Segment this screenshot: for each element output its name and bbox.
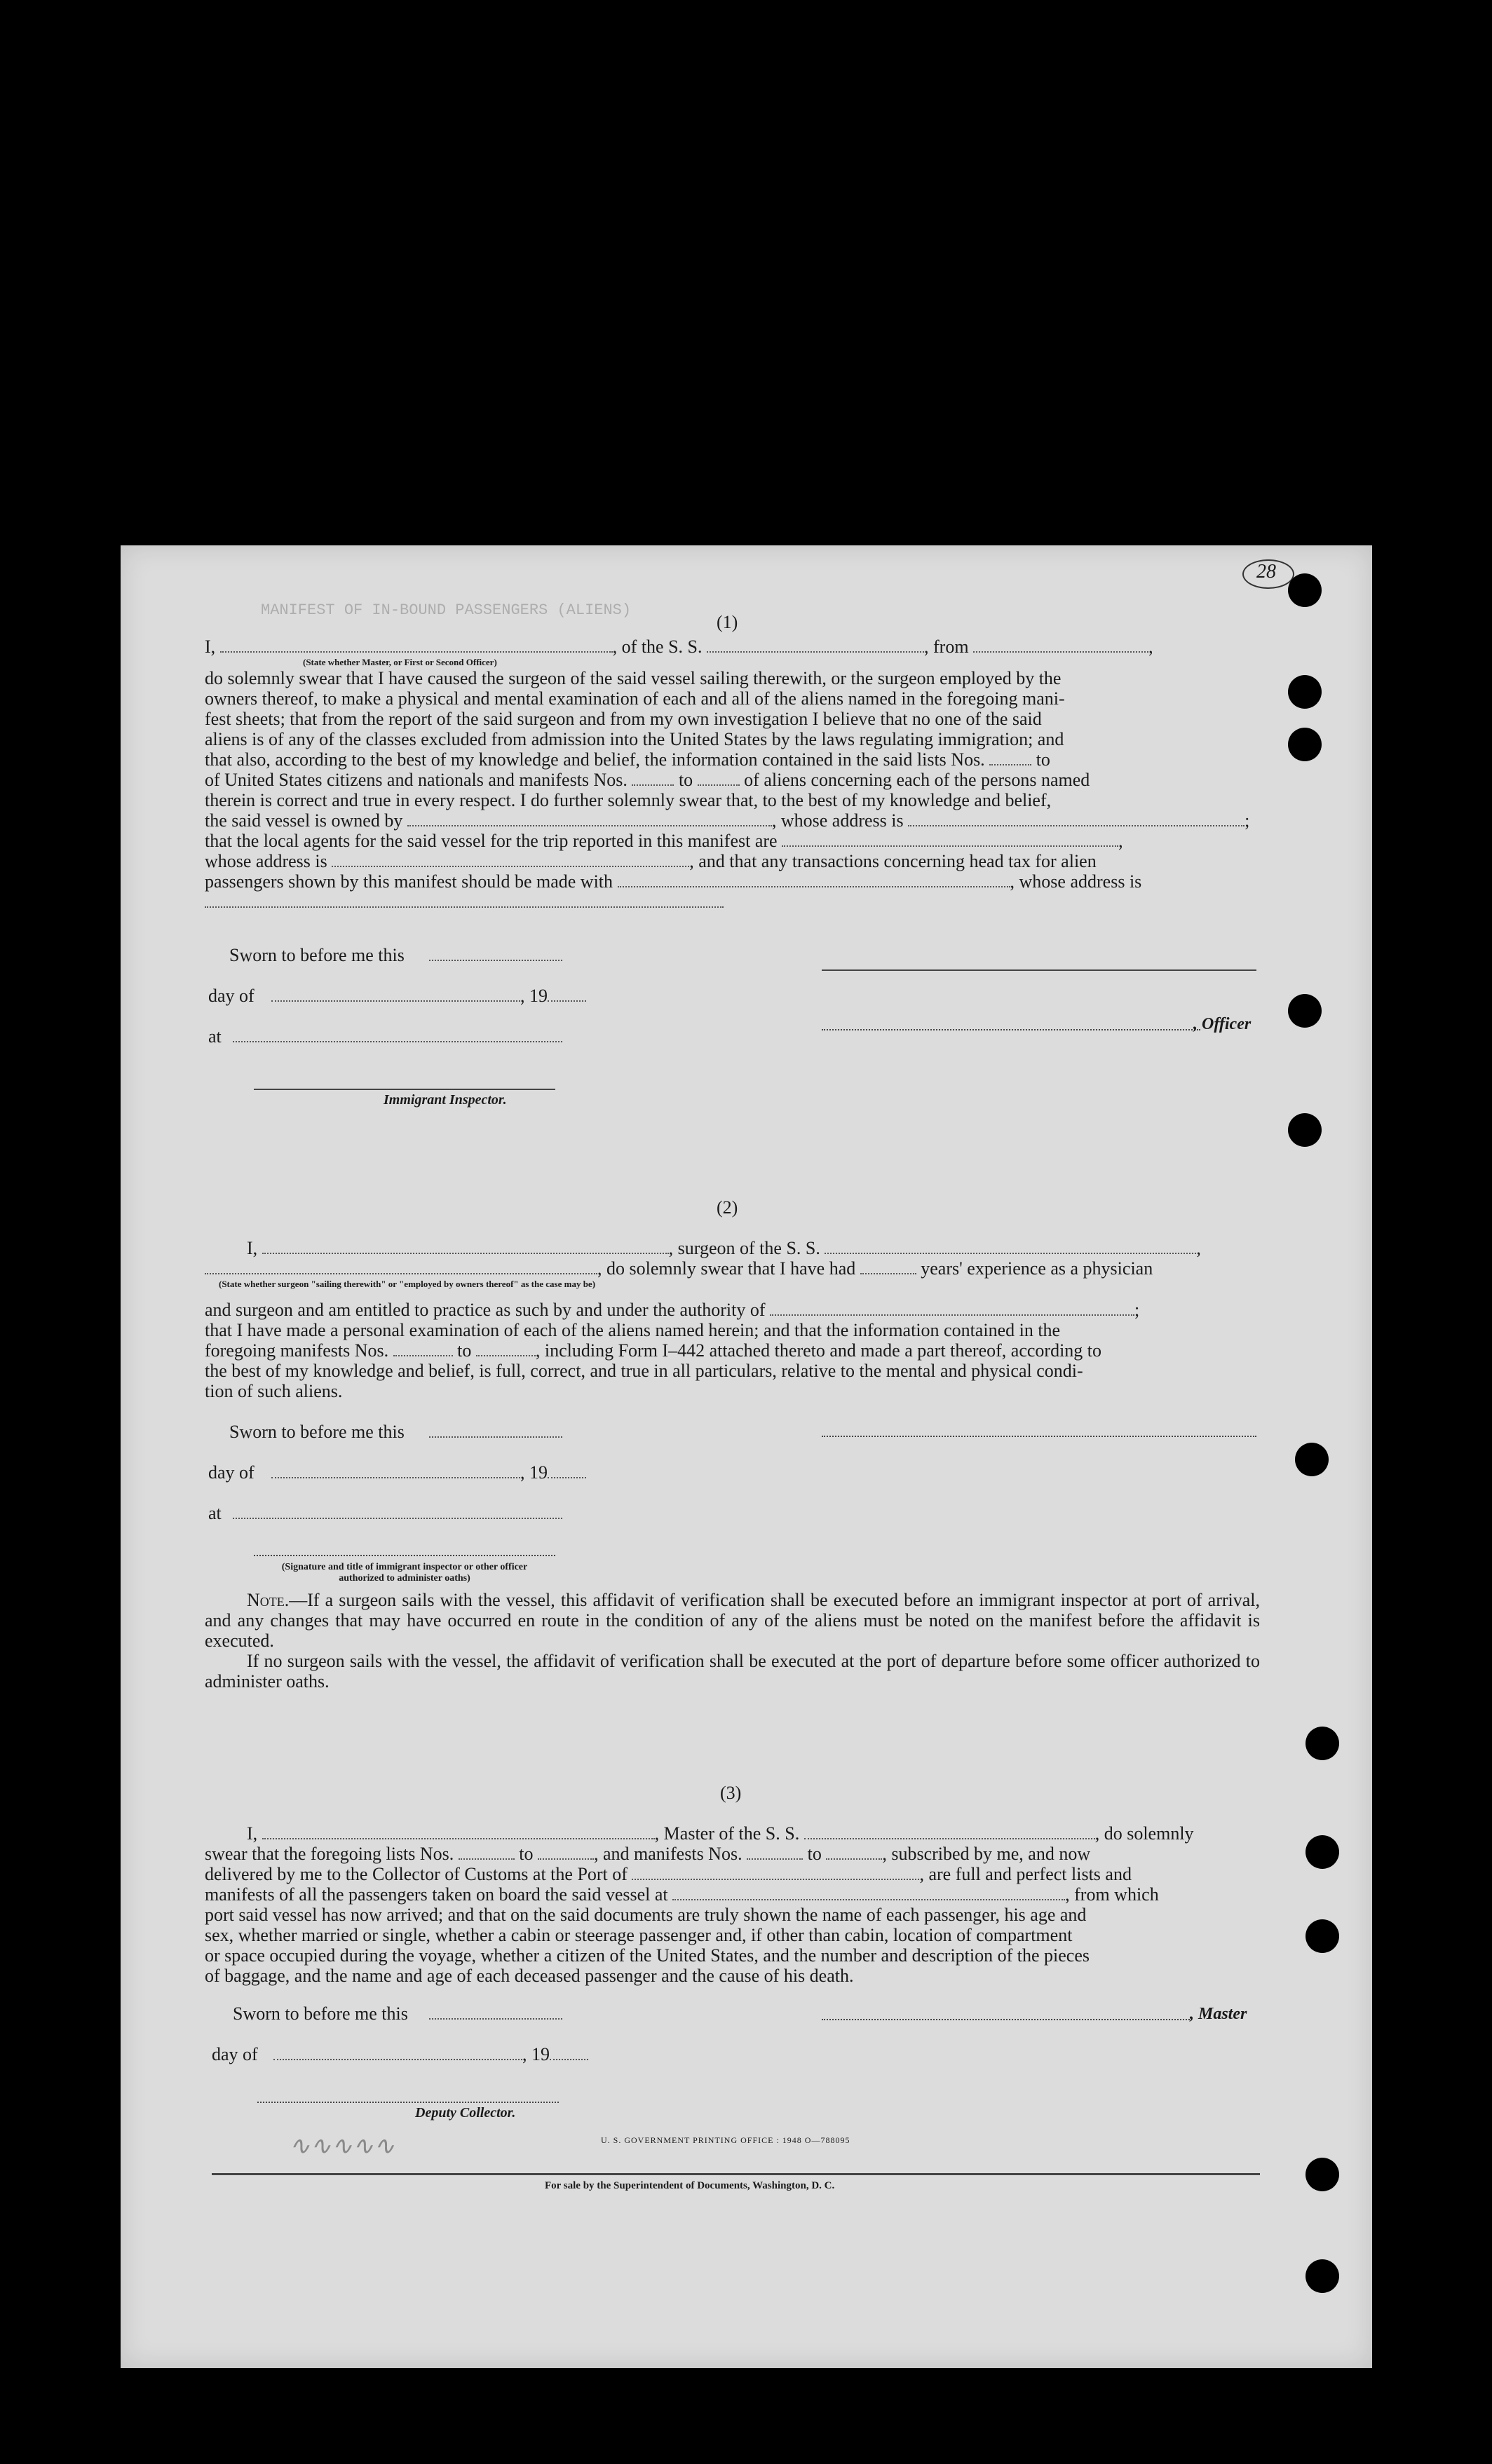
head-tax-address-field[interactable] [205,894,724,908]
s3-day-of: day of [212,2044,258,2064]
vessel-name-field[interactable] [707,639,924,653]
s1-place-field[interactable] [233,1028,562,1042]
binder-hole-4 [1288,994,1322,1028]
binder-hole-7 [1306,1727,1339,1760]
binder-hole-8 [1306,1835,1339,1869]
s1-month-field[interactable] [271,988,520,1002]
s1-inspector-rule [254,1089,555,1090]
s2-manifests-from-field[interactable] [393,1342,453,1356]
s1-year-field[interactable] [548,988,586,1002]
manifests-from-field[interactable] [632,772,674,786]
local-agents-field[interactable] [782,833,1118,847]
s2-manifests-to-field[interactable] [476,1342,536,1356]
s1-inspector-label: Immigrant Inspector. [384,1092,507,1108]
s3-month-field[interactable] [273,2046,522,2060]
binder-hole-6 [1295,1443,1329,1476]
binder-hole-5 [1288,1113,1322,1147]
binder-hole-9 [1306,1919,1339,1953]
binder-hole-3 [1288,728,1322,761]
s1-day-of: day of [208,986,255,1006]
lists-from-field[interactable] [989,751,1031,765]
s2-year-field[interactable] [548,1464,586,1478]
s3-lists-from-field[interactable] [459,1846,515,1860]
s2-month-field[interactable] [271,1464,520,1478]
s2-day-of: day of [208,1462,255,1483]
officer-note: (State whether Master, or First or Second Officer) [303,657,497,667]
s3-lists-to-field[interactable] [538,1846,594,1860]
binder-hole-1 [1288,573,1322,607]
section-2-note: Note.—If a surgeon sails with the vessel, this affidavit of verification shall be executed before an immigrant inspector at port of arrival, and any changes that may have occurred en route in the condition of any of the aliens must be noted on the manifest before the affidavit is executed. If no surgeon sails with the vessel, the affidavit of verification shall be executed at the port of departure before some officer authorized to administer oaths. [205,1590,1260,1692]
port-field[interactable] [632,1866,919,1880]
years-experience-field[interactable] [860,1260,916,1274]
s2-vessel-field[interactable] [825,1240,1196,1254]
embark-port-field[interactable] [672,1886,1065,1900]
s2-signature-note: (Signature and title of immigrant inspector or other officer authorized to administer oaths) [281,1562,528,1584]
s3-collector-rule [257,2102,559,2103]
page-number: 28 [1256,561,1276,583]
s1-officer-rule-2 [822,1029,1200,1030]
agents-address-field[interactable] [332,853,689,867]
s1-officer-rule-1 [822,969,1256,971]
s3-sworn: Sworn to before me this [233,2003,408,2024]
s3-vessel-field[interactable] [804,1825,1095,1839]
section-1-text: I, , of the S. S. , from , (State whether Master, or First or Second Officer) do solemnly swear that I have caused the surgeon of the said vessel sailing therewith, or the surgeon employed by the owners thereof, to make a physical and mental examination of each and all of the aliens named in the foregoing mani- fest sheets; that from the report of the said surgeon and from my own investigation I believe that no one of the said aliens is of any of the classes excluded from admission into the United States by the laws regulating immigration; and that also, according to the best of my knowledge and belief, the information contained in the said lists Nos. to of United States citizens and nationals and manifests Nos. to of aliens concerning each of the persons named therein is correct and true in every respect. I do further solemnly swear that, to the best of my knowledge and belief, the said vessel is owned by , whose address is ; that the local agents for the said vessel for the trip reported in this manifest are , whose address is , and that any transactions concerning head tax for alien passengers shown by this manifest should be made with , whose address is [205,637,1260,912]
sailing-note: (State whether surgeon "sailing therewith" or "employed by owners thereof" as the case may be) [219,1279,596,1289]
s1-officer-label: , Officer [1193,1015,1252,1033]
s3-year-field[interactable] [550,2046,588,2060]
officer-name-field[interactable] [220,639,613,653]
authority-field[interactable] [770,1302,1134,1316]
s3-collector-label: Deputy Collector. [415,2105,516,2121]
s1-at: at [208,1026,222,1047]
head-tax-contact-field[interactable] [618,873,1010,887]
binder-hole-2 [1288,675,1322,709]
master-name-field[interactable] [262,1825,655,1839]
s2-sworn: Sworn to before me this [229,1422,405,1442]
s3-master-label: , Master [1190,2005,1247,2023]
binder-hole-11 [1306,2259,1339,2293]
s3-manifests-to-field[interactable] [826,1846,882,1860]
s3-sworn-date-field[interactable] [429,2006,562,2020]
section-1-line-1: I, , of the S. S. , from , [205,637,1153,657]
binder-hole-10 [1306,2158,1339,2191]
for-sale-line: For sale by the Superintendent of Documents, Washington, D. C. [545,2180,835,2191]
s2-inspector-rule [254,1555,555,1556]
s1-sworn: Sworn to before me this [229,945,405,965]
surgeon-name-field[interactable] [262,1240,669,1254]
section-3-text: I, , Master of the S. S. , do solemnly swear that the foregoing lists Nos. to , and manifests Nos. to , subscribed by me, and now delivered by me to the Collector of Customs at the Port of , are full and perfect lists and manifests of all the passengers taken on board the said vessel at , from which port said vessel has now arrived; and that on the said documents are truly shown the name of each passenger, his age and sex, whether married or single, whether a cabin or steerage passenger and, if other than cabin, location of compartment or space occupied during the voyage, whether a citizen of the United States, and the number and description of the pieces of baggage, and the name and age of each deceased passenger and the cause of his death. [205,1823,1194,1986]
s1-sworn-date-field[interactable] [429,947,562,961]
manifests-to-field[interactable] [698,772,740,786]
sailing-status-field[interactable] [205,1260,597,1274]
manifest-back-sheet: 28 MANIFEST OF IN-BOUND PASSENGERS (ALIENS) (1) I, , of the S. S. , from , (State whether Master, or First or Second Officer) do solemnly swear that I have caused the surgeon of the said vessel sailing therewith, or the surgeon employed by the owners thereof, to make a physical and mental examination of each and all of the aliens named in the foregoing mani- fest sheets; that from the report of the said surgeon and from my own investigation I believe that no one of the said aliens is of any of the classes excluded from admission into the United States by the laws regulating immigration; and that also, according to the best of my knowledge and belief, the information contained in the said lists Nos. to of United States citizens and nationals and manifests Nos. to of aliens concerning each of the persons named therein is correct and true in every respect. I do further solemnly swear that, to the best of my knowledge and belief, the said vessel is owned by , whose address is ; that the local agents for the said vessel for the trip reported in this manifest are , whose address is , and that any transactions concerning head tax for alien passengers shown by this manifest should be made with , whose address is Sworn to before me this day of , 19 at Immigrant Inspector. , Officer (2) I, , surgeon of the S. S. , , do solemnly swear that I have had years' experience as a physician (State whether surgeon "sailing therewith" or "employed by owners thereof" as the case may be) and surgeon and am entitled to practice as such by and under the authority of ; that I have made a personal examination of each of the aliens named herein; and that the information contained in the foregoing manifests Nos. to , including Form I–442 attached thereto and made a part thereof, according to the best of my knowledge and belief, is full, correct, and true in all particulars, relative to the mental and physical condi- tion of such aliens. Sworn to before me this day of , 19 at (Signature and title of immigrant inspector or other officer authorized to administer oaths) Note.—If a surgeon sails with the vessel, this affidavit of verification shall be executed before an immigrant inspector at port of arrival, and any changes that may have occurred en route in the condition of any of the aliens must be noted on the manifest before the affidavit is executed. If no surgeon sails with the vessel, the affidavit of verification shall be executed at the port of departure before some officer authorized to administer oaths. (3) I, , Master of the S. S. , do solemnly swear that the foregoing lists Nos. to , and manifests Nos. to , subscribed by me, and now delivered by me to the Collector of Customs at the Port of , are full and perfect lists and manifests of all the passengers taken on board the said vessel at , from which port said vessel has now arrived; and that on the said documents are truly shown the name of each passenger, his age and sex, whether married or single, whether a cabin or steerage passenger and, if other than cabin, location of compartment or space occupied during the voyage, whether a citizen of the United States, and the number and description of the pieces of baggage, and the name and age of each deceased passenger and the cause of his death. Sworn to before me this day of , 19 Deputy Collector. , Master ∿∿∿∿∿ U. S. GOVERNMENT PRINTING OFFICE : 1948 O—788095 For sale by the Superintendent of Documents, Washington, D. C. [121,545,1372,2368]
s2-sworn-date-field[interactable] [429,1424,562,1438]
section-3-number: (3) [720,1783,742,1803]
s2-surgeon-rule [822,1436,1256,1437]
s2-at: at [208,1503,222,1523]
footer-rule [212,2173,1260,2175]
owner-address-field[interactable] [908,812,1245,826]
section-2-text: I, , surgeon of the S. S. , , do solemnly swear that I have had years' experience as a physician (State whether surgeon "sailing therewith" or "employed by owners thereof" as the case may be) and surgeon and am entitled to practice as such by and under the authority of ; that I have made a personal examination of each of the aliens named herein; and that the information contained in the foregoing manifests Nos. to , including Form I–442 attached thereto and made a part thereof, according to the best of my knowledge and belief, is full, correct, and true in all particulars, relative to the mental and physical condi- tion of such aliens. [205,1238,1260,1401]
s3-master-rule [822,2019,1190,2020]
gpo-line: U. S. GOVERNMENT PRINTING OFFICE : 1948 O—788095 [601,2135,850,2145]
section-1-number: (1) [717,612,738,632]
s2-place-field[interactable] [233,1505,562,1519]
owner-field[interactable] [407,812,772,826]
section-2-number: (2) [717,1197,738,1218]
bleedthrough-text: MANIFEST OF IN-BOUND PASSENGERS (ALIENS) [261,601,632,619]
handwritten-scrawl: ∿∿∿∿∿ [289,2132,395,2160]
s3-manifests-from-field[interactable] [747,1846,803,1860]
from-port-field[interactable] [973,639,1148,653]
